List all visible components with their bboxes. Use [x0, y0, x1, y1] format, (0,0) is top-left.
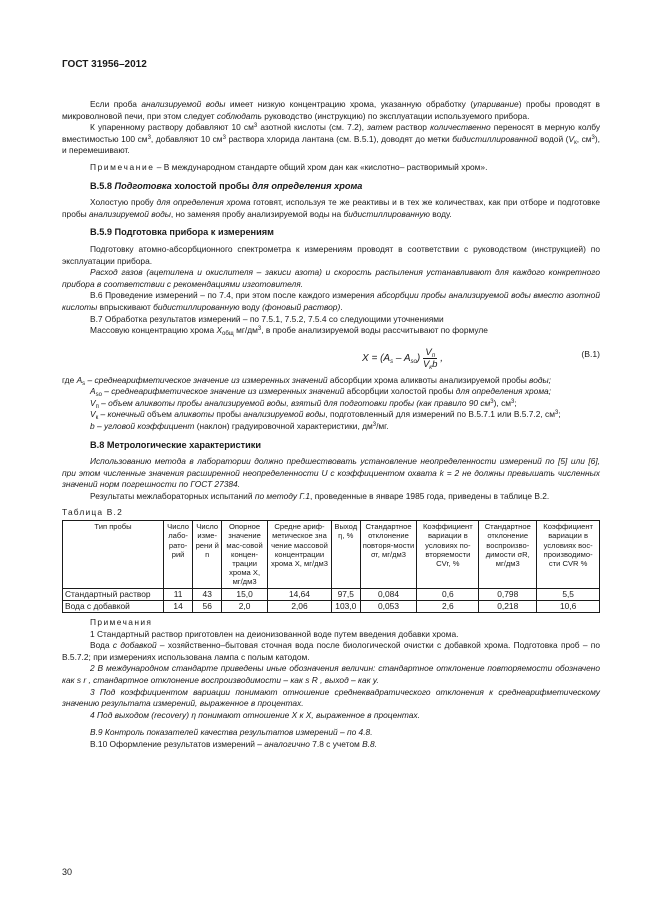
table-header-cell: Выход η, %	[332, 521, 360, 588]
note-1a: 1 Стандартный раствор приготовлен на деионизованной воде путем введения добавки хрома.	[90, 628, 459, 639]
paragraph-mass-concentration: Массовую концентрацию хрома $X_{общ}$ $мг/дм^3$, в пробе анализируемой воды рассчитывают по формуле	[90, 325, 488, 338]
where-b: b – угловой коэффициент (наклон) градуировочной характеристики, $дм^3/мг$.	[90, 421, 389, 432]
formula-expression: $X = (A_s - A_{so})$ $\frac{V_п}{V_кb}$ ,	[362, 346, 443, 371]
paragraph-uncertainty: Использованию метода в лаборатории должно предшествовать установление неопределенности измерений по [5] или [6], при этом численные значения расширенной неопределенности U с коэффициентом охвата k = 2 не должны превышать численных значений норм погрешности по ГОСТ 27384.	[62, 456, 600, 490]
table-cell: 14,64	[267, 588, 331, 600]
paragraph-interlab: Результаты межлабораторных испытаний по методу Г.1, проведенные в январе 1985 года, приведены в таблице В.2.	[90, 491, 550, 502]
table-row	[63, 588, 600, 600]
note-4: 4 Под выходом (recovery) η понимают отношение X к X, выраженное в процентах.	[90, 709, 420, 720]
note-international-standard: Примечание – В международном стандарте общий хром дан как «кислотно– растворимый хром».	[90, 161, 488, 172]
table-cell: 0,084	[360, 588, 417, 600]
table-cell: 2,0	[222, 600, 268, 612]
table-cell: 15,0	[222, 588, 268, 600]
table-cell: 103,0	[332, 600, 360, 612]
table-cell: 0,6	[417, 588, 479, 600]
table-cell: 2,6	[417, 600, 479, 612]
where-vk: $V_к$ – конечный объем аликвоты пробы анализируемой воды, подготовленный для измерений по В.5.7.1 или В.5.7.2, $см^3$;	[90, 409, 561, 422]
table-cell: 10,6	[537, 600, 600, 612]
table-header-cell: Стандартное отклонение воспроизво-димости σR, мг/дм3	[479, 521, 537, 588]
paragraph-gas-flow: Расход газов (ацетилена и окислителя – закиси азота) и скорость распыления устанавливают для каждого конкретного прибора в соответствии с рекомендациями изготовителя.	[62, 267, 600, 289]
note-2: 2 В международном стандарте приведены иные обозначения величин: стандартное отклонение повторяемости обозначено как s r , стандартное отклонение воспроизводимости – как s R , выход – как y.	[62, 663, 600, 686]
where-as: где $A_s$ – среднеарифметическое значение из измеренных значений абсорбции хрома аликвоты анализируемой пробы воды;	[62, 374, 552, 387]
page-number: 30	[62, 867, 73, 877]
table-cell: 2,06	[267, 600, 331, 612]
section-heading-b59: В.5.9 Подготовка прибора к измерениям	[90, 227, 274, 238]
table-cell: 43	[193, 588, 222, 600]
paragraph-b7: В.7 Обработка результатов измерений – по 7.5.1, 7.5.2, 7.5.4 со следующими уточнениями	[90, 313, 444, 324]
table-header-cell: Число лабо-рато-рий	[164, 521, 193, 588]
results-table	[62, 520, 600, 613]
table-header-cell: Коэффициент вариации в условиях вос-производимо-сти CVR %	[537, 521, 600, 588]
paragraph-sample-treatment: Если проба анализируемой воды имеет низкую концентрацию хрома, указанную обработку (упаривание) пробы проводят в микроволновой печи, при этом следует соблюдать руководство (инструкцию) по эксплуатации используемого прибора.	[62, 99, 600, 121]
table-header-cell: Число изме-рени й n	[193, 521, 222, 588]
table-cell: Вода с добавкой	[63, 600, 164, 612]
table-cell: 0,218	[479, 600, 537, 612]
notes-heading: Примечания	[90, 617, 153, 628]
table-cell: 5,5	[537, 588, 600, 600]
table-header-cell: Тип пробы	[63, 521, 164, 588]
table-cell: 0,798	[479, 588, 537, 600]
notes-block	[62, 617, 600, 721]
paragraph-evaporated-solution: К упаренному раствору добавляют 10 $см^3$ азотной кислоты (см. 7.2), затем раствор количественно переносят в мерную колбу вместимостью 100 $см^3$, добавляют 10 $см^3$ раствора хлорида лантана (см. В.5.1), доводят до метки бидистиллированной водой ($V_к$, $см^3$), и перемешивают.	[62, 122, 601, 156]
paragraph-spectrometer-prep: Подготовку атомно-абсорбционного спектрометра к измерениям проводят в соответствии с руководством (инструкцией) по эксплуатации прибора.	[62, 243, 600, 266]
where-vp: $V_п$ – объем аликвоты пробы анализируемой воды, взятый для подготовки пробы (как правило 90 $см^3$), $см^3$;	[90, 397, 517, 410]
table-cell: 14	[164, 600, 193, 612]
note-3: 3 Под коэффициентом вариации понимают отношение среднеквадратического отклонения к среднеарифметическому значению результата измерений, выраженное в процентах.	[62, 686, 600, 709]
table-caption: Таблица В.2	[62, 506, 123, 517]
table-cell: 97,5	[332, 588, 360, 600]
formula-fraction: $\frac{V_п}{V_кb}$	[422, 346, 438, 371]
table-cell: 0,053	[360, 600, 417, 612]
section-heading-b8: В.8 Метрологические характеристики	[90, 439, 262, 450]
paragraph-b9: В.9 Контроль показателей качества результатов измерений – по 4.8.	[90, 727, 373, 738]
paragraph-b10: В.10 Оформление результатов измерений – аналогично 7.8 с учетом В.8.	[90, 738, 378, 749]
table-header-cell: Средне ариф-метическое зна чение массовой концентрации хрома X, мг/дм3	[267, 521, 331, 588]
document-body	[62, 99, 600, 751]
where-aso: $A_{so}$ – среднеарифметическое значение из измеренных значений абсорбции холостой пробы для определения хрома;	[90, 386, 552, 399]
table-body	[63, 588, 600, 612]
formula-number: (В.1)	[581, 348, 600, 359]
table-header-cell: Опорное значение мас-совой концен-трации хрома X, мг/дм3	[222, 521, 268, 588]
table-cell: 56	[193, 600, 222, 612]
table-header-cell: Стандартное отклонение повторя-мости σr, мг/дм3	[360, 521, 417, 588]
note-1b: Вода с добавкой – хозяйственно–бытовая сточная вода после биологической очистки с добавкой хрома. Подготовка проб – по В.5.7.2; при измерениях использована лампа с полым катодом.	[62, 640, 600, 662]
table-row	[63, 600, 600, 612]
paragraph-b6: В.6 Проведение измерений – по 7.4, при этом после каждого измерения абсорбции пробы анализируемой воды вместо азотной кислоты впрыскивают бидистиллированную воду (фоновый раствор).	[62, 290, 600, 312]
document-header: ГОСТ 31956–2012	[62, 59, 147, 70]
table-header-row	[63, 521, 600, 588]
table-cell: 11	[164, 588, 193, 600]
section-heading-b58: В.5.8 Подготовка холостой пробы для определения хрома	[90, 180, 363, 191]
paragraph-blank-sample: Холостую пробу для определения хрома готовят, используя те же реактивы и в тех же количествах, как при отборе и подготовке пробы анализируемой воды, но заменяя пробу анализируемой воды на бидистиллированную воду.	[62, 197, 601, 219]
formula-b1	[62, 341, 600, 371]
table-cell: Стандартный раствор	[63, 588, 164, 600]
table-header-cell: Коэффициент вариации в условиях по-вторяемости CVr, %	[417, 521, 479, 588]
